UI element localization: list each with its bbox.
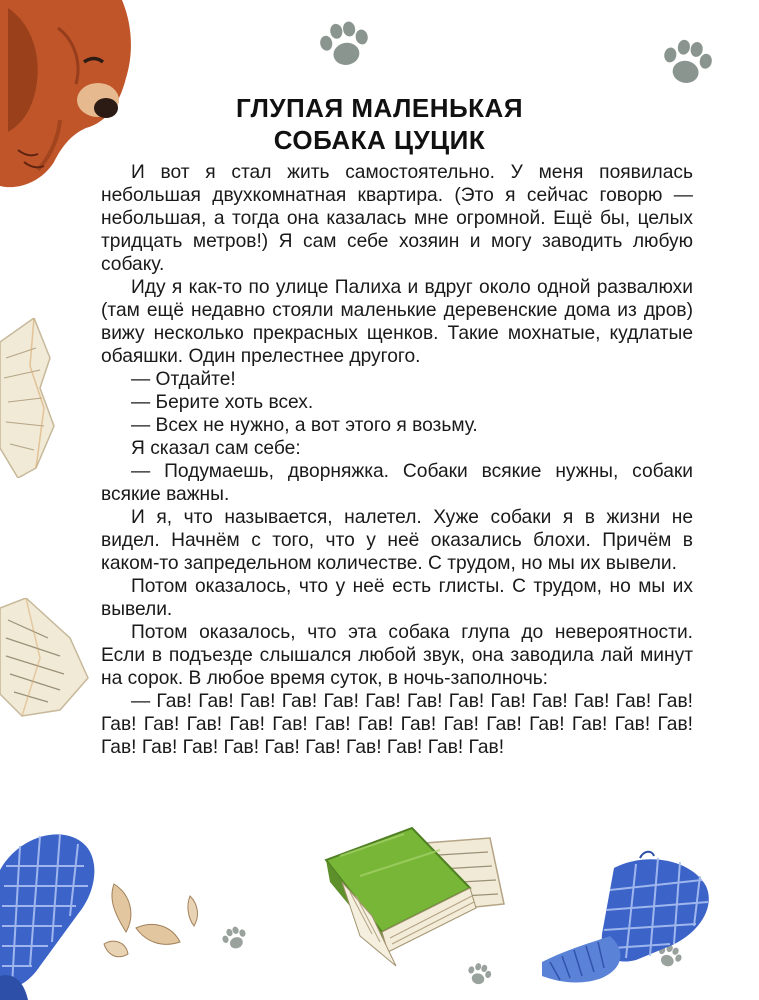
page-title <box>0 92 759 156</box>
paragraph: Иду я как-то по улице Палиха и вдруг около одной развалюхи (там ещё недавно стояли маленькие деревенские дома из дров) вижу несколько прекрасных щенков. Такие мохнатые, кудлатые обаяшки. Один прелестнее другого. <box>101 277 693 367</box>
paragraph: И я, что называется, налетел. Хуже собаки я в жизни не видел. Начнём с того, что у неё оказались блохи. Причём в каком-то запредельном количестве. С трудом, но мы их вывели. <box>101 507 693 574</box>
paragraph: — Отдайте! <box>131 369 236 390</box>
paragraph: — Берите хоть всех. <box>131 392 314 413</box>
paw-print-icon <box>312 20 378 72</box>
paragraph: — Подумаешь, дворняжка. Собаки всякие нужны, собаки всякие важны. <box>101 461 693 505</box>
green-book-illustration <box>300 816 510 978</box>
paw-print-icon <box>218 926 252 952</box>
blue-mitten-illustration <box>0 816 100 1000</box>
paragraph: Потом оказалось, что у неё есть глисты. С трудом, но мы их вывели. <box>101 576 693 620</box>
paragraph: — Всех не нужно, а вот этого я возьму. <box>131 415 478 436</box>
paragraph: И вот я стал жить самостоятельно. У меня появилась небольшая двухкомнатная квартира. (Это я сейчас говорю — небольшая, а тогда она казалась мне огромной. Ещё бы, целых тридцать метров!) Я сам себе хозяин и могу заводить любую собаку. <box>101 162 693 275</box>
paragraph: Я сказал сам себе: <box>131 438 301 459</box>
paw-print-icon <box>654 38 720 90</box>
crumpled-paper-illustration <box>0 598 90 718</box>
blue-mitten-illustration <box>540 850 720 990</box>
leaves-illustration <box>96 876 216 968</box>
story-text <box>101 161 693 759</box>
title-line-1: ГЛУПАЯ МАЛЕНЬКАЯ <box>235 93 524 123</box>
title-line-2: СОБАКА ЦУЦИК <box>273 125 486 155</box>
paragraph: — Гав! Гав! Гав! Гав! Гав! Гав! Гав! Гав! Гав! Гав! Гав! Гав! Гав! Гав! Гав! Гав! Гав! Гав! Гав! Гав! Гав! Гав! Гав! Гав! Гав! Гав! Гав! Гав! Гав! Гав! Гав! Гав! Гав! Гав! Гав! Гав! Гав! <box>101 691 693 758</box>
paragraph: Потом оказалось, что эта собака глупа до невероятности. Если в подъезде слышался любой звук, она заводила лай минут на сорок. В любое время суток, в ночь-заполночь: <box>101 622 693 689</box>
crumpled-paper-illustration <box>0 318 56 478</box>
